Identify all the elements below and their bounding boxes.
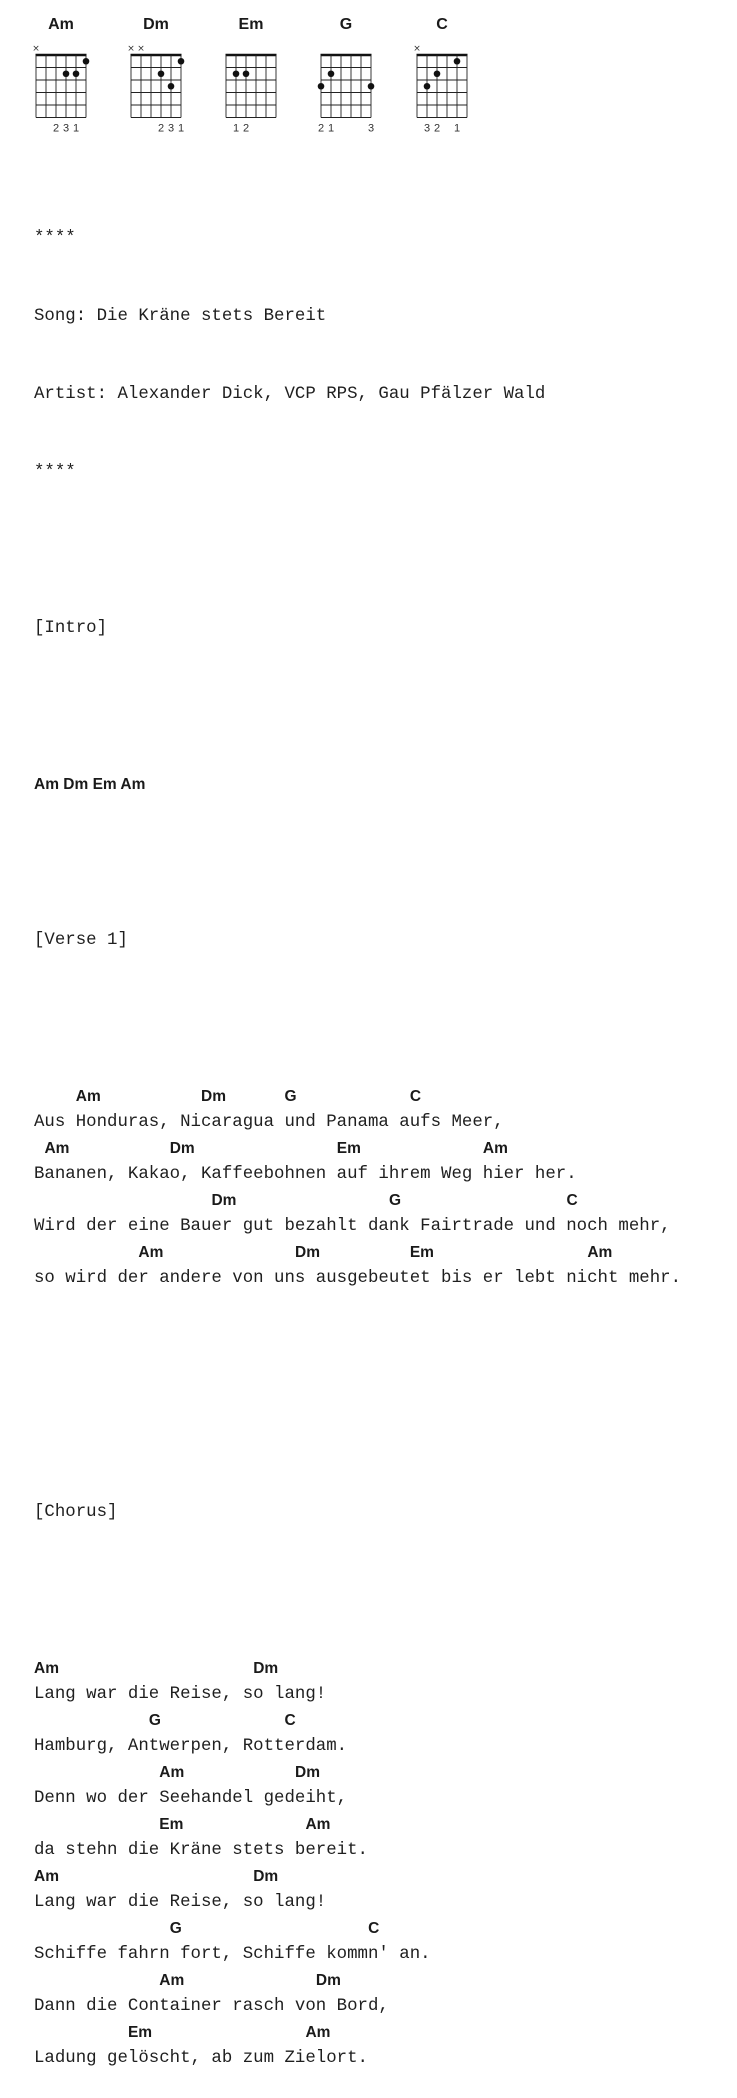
- finger-dot: [454, 58, 461, 65]
- chord-label: Am: [34, 1868, 59, 1885]
- chord-label: Em: [409, 1244, 434, 1261]
- finger-dot: [434, 70, 441, 77]
- blank-line: [34, 538, 681, 564]
- chord-label: Dm: [295, 1764, 320, 1781]
- section-header-intro: [Intro]: [34, 619, 108, 638]
- chord-label: Dm: [201, 1088, 227, 1105]
- chord-name: Em: [238, 16, 264, 33]
- lyric-line: Lang war die Reise, so lang!: [34, 1893, 327, 1912]
- chord-diagram-am: [28, 0, 98, 140]
- chord-line: [34, 1240, 681, 1266]
- chord-label: Dm: [315, 1972, 341, 1989]
- chord-label: Am: [75, 1088, 101, 1105]
- chord-label: Dm: [253, 1868, 279, 1885]
- finger-number: 1: [232, 122, 240, 135]
- finger-number: 3: [62, 122, 70, 135]
- chord-line: [34, 1968, 681, 1994]
- chord-label: Am: [159, 1972, 185, 1989]
- finger-dot: [63, 70, 70, 77]
- finger-dot: [168, 83, 175, 90]
- finger-dot: [233, 70, 240, 77]
- chord-label: Am: [138, 1244, 164, 1261]
- blank-line: [34, 1344, 681, 1370]
- chord-label: Am: [159, 1764, 185, 1781]
- finger-number: 3: [367, 122, 375, 135]
- chord-label: Em: [159, 1816, 184, 1833]
- chord-line: [34, 1656, 681, 1682]
- chord-sheet: [34, 174, 681, 2098]
- chorus-block: [34, 1656, 681, 2072]
- lyric-line: Bananen, Kakao, Kaffeebohnen auf ihrem Weg hier her.: [34, 1165, 577, 1184]
- muted-string-marker: ×: [413, 44, 421, 54]
- section-header-verse-1: [Verse 1]: [34, 931, 128, 950]
- finger-number: 1: [453, 122, 461, 135]
- chord-label: Am: [305, 1816, 331, 1833]
- chord-label: Am: [34, 1660, 59, 1677]
- finger-number: 2: [157, 122, 165, 135]
- blank-line: [34, 1422, 681, 1448]
- chord-line: [34, 1812, 681, 1838]
- artist-line: Artist: Alexander Dick, VCP RPS, Gau Pfälzer Wald: [34, 385, 546, 404]
- chord-label: G: [148, 1712, 161, 1729]
- blank-line: [34, 694, 681, 720]
- chord-diagram-c: [409, 0, 479, 140]
- chord-line: [34, 1708, 681, 1734]
- chord-label: C: [368, 1920, 380, 1937]
- finger-dot: [158, 70, 165, 77]
- chord-line: [34, 1136, 681, 1162]
- blank-line: [34, 1006, 681, 1032]
- lyric-line: Schiffe fahrn fort, Schiffe kommn' an.: [34, 1945, 431, 1964]
- chord-label: Am: [482, 1140, 508, 1157]
- lyric-line: Dann die Container rasch von Bord,: [34, 1997, 389, 2016]
- chord-label: Am: [587, 1244, 613, 1261]
- lyric-line: Ladung gelöscht, ab zum Zielort.: [34, 2049, 368, 2068]
- chord-line: [34, 1084, 681, 1110]
- muted-string-marker: ×: [127, 44, 135, 54]
- chord-label: Dm: [211, 1192, 237, 1209]
- chord-line: [34, 1916, 681, 1942]
- lyric-line: Lang war die Reise, so lang!: [34, 1685, 327, 1704]
- chord-line: [34, 2020, 681, 2046]
- chord-line: [34, 1188, 681, 1214]
- finger-number: 3: [423, 122, 431, 135]
- chord-label: C: [566, 1192, 578, 1209]
- chord-label: Em: [127, 2024, 153, 2041]
- finger-dot: [424, 83, 431, 90]
- chord-label: G: [388, 1192, 402, 1209]
- chord-diagram-dm: [123, 0, 193, 140]
- lyric-line: Wird der eine Bauer gut bezahlt dank Fairtrade und noch mehr,: [34, 1217, 671, 1236]
- separator: ****: [34, 229, 76, 248]
- finger-number: 1: [72, 122, 80, 135]
- lyric-line: da stehn die Kräne stets bereit.: [34, 1841, 368, 1860]
- finger-dot: [328, 70, 335, 77]
- lyric-line: Denn wo der Seehandel gedeiht,: [34, 1789, 348, 1808]
- finger-number: 2: [433, 122, 441, 135]
- verse-1-block: [34, 1084, 681, 1292]
- finger-dot: [243, 70, 250, 77]
- chord-line: [34, 1864, 681, 1890]
- separator: ****: [34, 463, 76, 482]
- chord-label: G: [284, 1088, 297, 1105]
- finger-dot: [83, 58, 90, 65]
- lyric-line: Hamburg, Antwerpen, Rotterdam.: [34, 1737, 348, 1756]
- finger-number: 1: [327, 122, 335, 135]
- finger-number: 2: [52, 122, 60, 135]
- finger-dot: [318, 83, 325, 90]
- blank-line: [34, 1578, 681, 1604]
- finger-number: 3: [167, 122, 175, 135]
- chord-label: Dm: [295, 1244, 320, 1261]
- chord-name: C: [436, 16, 448, 33]
- muted-string-marker: ×: [32, 44, 40, 54]
- lyric-line: so wird der andere von uns ausgebeutet bis er lebt nicht mehr.: [34, 1269, 682, 1288]
- chord-diagrams: [0, 0, 737, 140]
- chord-label: C: [284, 1712, 296, 1729]
- finger-dot: [368, 83, 375, 90]
- chord-label: Dm: [253, 1660, 279, 1677]
- chord-label: G: [169, 1920, 182, 1937]
- song-title: Song: Die Kräne stets Bereit: [34, 307, 327, 326]
- lyric-line: Aus Honduras, Nicaragua und Panama aufs Meer,: [34, 1113, 504, 1132]
- intro-chords-line: [34, 772, 681, 798]
- muted-string-marker: ×: [137, 44, 145, 54]
- finger-number: 2: [242, 122, 250, 135]
- chord-label: Am: [305, 2024, 331, 2041]
- chord-label: Em: [336, 1140, 361, 1157]
- finger-number: 2: [317, 122, 325, 135]
- finger-dot: [178, 58, 185, 65]
- chord-name: Am: [48, 16, 74, 33]
- chord-name: G: [339, 16, 353, 33]
- chord-label: C: [409, 1088, 422, 1105]
- chord-diagram-em: [218, 0, 288, 140]
- chord-label: Am: [44, 1140, 70, 1157]
- chord-name: Dm: [143, 16, 169, 33]
- chord-label: Dm: [169, 1140, 195, 1157]
- section-header-chorus: [Chorus]: [34, 1503, 118, 1522]
- finger-number: 1: [177, 122, 185, 135]
- intro-chords: Am Dm Em Am: [34, 776, 146, 793]
- chord-diagram-g: [313, 0, 383, 140]
- finger-dot: [73, 70, 80, 77]
- chord-line: [34, 1760, 681, 1786]
- blank-line: [34, 850, 681, 876]
